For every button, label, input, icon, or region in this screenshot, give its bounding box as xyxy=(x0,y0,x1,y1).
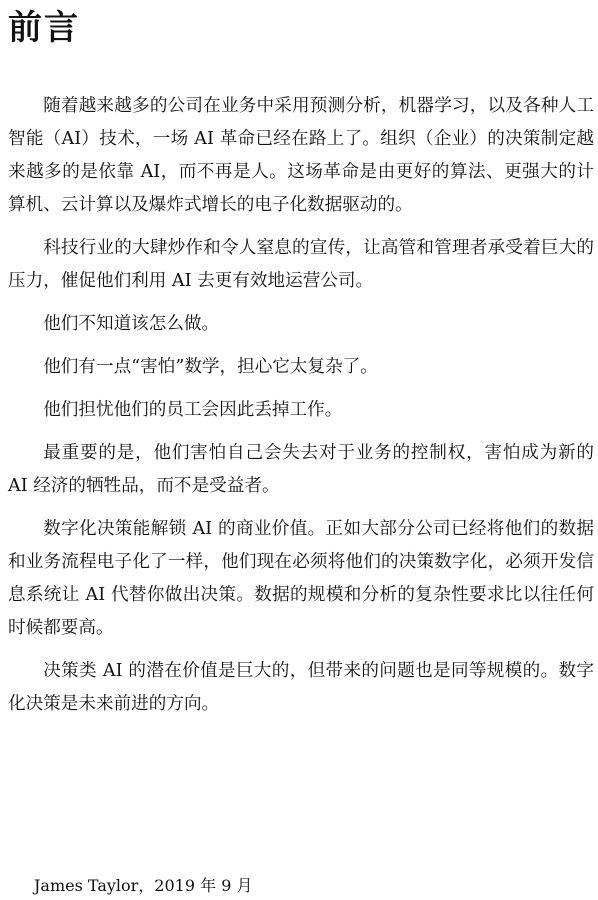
paragraph-6: 最重要的是，他们害怕自己会失去对于业务的控制权，害怕成为新的 AI 经济的牺牲品，而不是受益者。 xyxy=(8,443,594,496)
paragraph-1: 随着越来越多的公司在业务中采用预测分析，机器学习，以及各种人工智能（AI）技术，一场 AI 革命已经在路上了。组织（企业）的决策制定越来越多的是依靠 AI，而不再是人。这场革命是由更好的算法、更强大的计算机、云计算以及爆炸式增长的电子化数据驱动的。 xyxy=(8,96,594,215)
paragraph-5: 他们担忧他们的员工会因此丢掉工作。 xyxy=(43,400,343,420)
paragraph-4: 他们有一点“害怕”数学，担心它太复杂了。 xyxy=(43,357,378,377)
paragraph-8: 决策类 AI 的潜在价值是巨大的，但带来的问题也是同等规模的。数字化决策是未来前进的方向。 xyxy=(8,661,594,714)
paragraph-7: 数字化决策能解锁 AI 的商业价值。正如大部分公司已经将他们的数据和业务流程电子化了一样，他们现在必须将他们的决策数字化，必须开发信息系统让 AI 代替你做出决策。数据的规模和分析的复杂性要求比以往任何时候都要高。 xyxy=(8,519,594,638)
page-title: 前言 xyxy=(8,8,80,48)
author-signature: James Taylor，2019 年 9 月 xyxy=(34,876,253,895)
paragraph-3: 他们不知道该怎么做。 xyxy=(43,314,220,334)
preface-body xyxy=(8,90,594,731)
paragraph-2: 科技行业的大肆炒作和令人窒息的宣传，让高管和管理者承受着巨大的压力，催促他们利用 AI 去更有效地运营公司。 xyxy=(8,238,594,291)
